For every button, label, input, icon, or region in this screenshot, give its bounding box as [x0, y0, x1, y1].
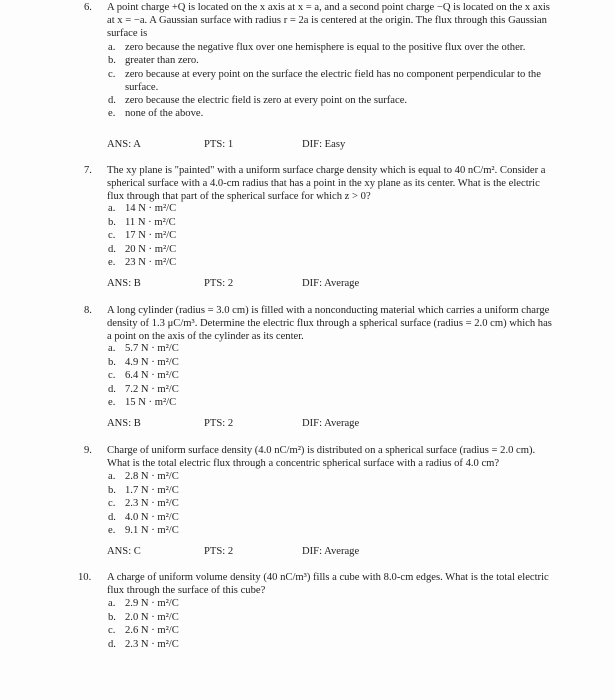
points: PTS: 2	[204, 546, 234, 557]
points: PTS: 2	[204, 278, 234, 289]
option-b[interactable]: b. greater than zero.	[108, 55, 199, 66]
question-stem: Charge of uniform surface density (4.0 nC/m²) is distributed on a spherical surface (radius = 2.0 cm). What is the total electric flux through a concentric spherical surface with a radius of 4.0 cm?	[107, 445, 536, 469]
option-d[interactable]: d. 2.3 N · m²/C	[108, 638, 179, 650]
answer-key: ANS: A	[107, 139, 141, 150]
option-list	[108, 41, 548, 121]
option-list	[108, 202, 548, 270]
option-a[interactable]: a. zero because the negative flux over one hemisphere is equal to the positive flux over the other.	[108, 42, 526, 53]
option-d[interactable]: d. 20 N · m²/C	[108, 243, 177, 255]
option-c[interactable]: c. 17 N · m²/C	[108, 230, 177, 242]
question-stem: A long cylinder (radius = 3.0 cm) is filled with a nonconducting material which carries a uniform charge density of 1.3 μC/m³. Determine the electric flux through a spherical surface (radius = 2.0 cm) which has a point on the axis of the cylinder as its center.	[107, 305, 552, 342]
option-a[interactable]: a. 2.8 N · m²/C	[108, 471, 179, 482]
answer-line	[107, 417, 407, 431]
option-list	[108, 597, 548, 651]
answer-key: ANS: B	[107, 278, 141, 289]
question-stem: A point charge +Q is located on the x axis at x = a, and a second point charge −Q is located on the x axis at x = −a. A Gaussian surface with radius r = 2a is centered at the origin. The flux through this Gaussian surface is	[107, 2, 550, 39]
answer-line	[107, 277, 407, 291]
option-b[interactable]: b. 2.0 N · m²/C	[108, 611, 179, 623]
points: PTS: 2	[204, 418, 234, 429]
difficulty: DIF: Average	[302, 546, 360, 557]
difficulty: DIF: Easy	[302, 139, 346, 150]
question-stem: The xy plane is "painted" with a uniform surface charge density which is equal to 40 nC/m². Consider a spherical surface with a 4.0-cm radius that has a point in the xy plane as its center. What is the electric flux through that part of the spherical surface for which z > 0?	[107, 165, 546, 202]
answer-line	[107, 138, 407, 152]
question-stem: A charge of uniform volume density (40 nC/m³) fills a cube with 8.0-cm edges. What is the total electric flux through the surface of this cube?	[107, 572, 549, 596]
option-a[interactable]: a. 5.7 N · m²/C	[108, 343, 179, 354]
option-b[interactable]: b. 4.9 N · m²/C	[108, 356, 179, 368]
option-e[interactable]: e. 9.1 N · m²/C	[108, 525, 179, 537]
option-list	[108, 470, 548, 538]
option-c[interactable]: c. zero because at every point on the surface the electric field has no component perpendicular to the surface.	[108, 68, 541, 93]
option-c[interactable]: c. 2.6 N · m²/C	[108, 625, 179, 637]
option-d[interactable]: d. 4.0 N · m²/C	[108, 511, 179, 523]
option-e[interactable]: e. none of the above.	[108, 108, 204, 120]
option-c[interactable]: c. 2.3 N · m²/C	[108, 498, 179, 510]
option-list	[108, 342, 548, 410]
points: PTS: 1	[204, 139, 234, 150]
option-e[interactable]: e. 23 N · m²/C	[108, 257, 177, 269]
question-number: 8.	[84, 305, 92, 316]
question-number: 7.	[84, 165, 92, 176]
difficulty: DIF: Average	[302, 278, 360, 289]
option-d[interactable]: d. 7.2 N · m²/C	[108, 383, 179, 395]
question-number: 10.	[78, 572, 92, 583]
question-number: 9.	[84, 445, 92, 456]
option-e[interactable]: e. 15 N · m²/C	[108, 397, 177, 409]
option-d[interactable]: d. zero because the electric field is zero at every point on the surface.	[108, 94, 408, 106]
option-a[interactable]: a. 2.9 N · m²/C	[108, 598, 179, 609]
answer-line	[107, 545, 407, 559]
option-c[interactable]: c. 6.4 N · m²/C	[108, 370, 179, 382]
option-a[interactable]: a. 14 N · m²/C	[108, 203, 177, 214]
answer-key: ANS: C	[107, 546, 141, 557]
question-number: 6.	[84, 2, 92, 13]
option-b[interactable]: b. 1.7 N · m²/C	[108, 484, 179, 496]
option-b[interactable]: b. 11 N · m²/C	[108, 216, 176, 228]
difficulty: DIF: Average	[302, 418, 360, 429]
answer-key: ANS: B	[107, 418, 141, 429]
